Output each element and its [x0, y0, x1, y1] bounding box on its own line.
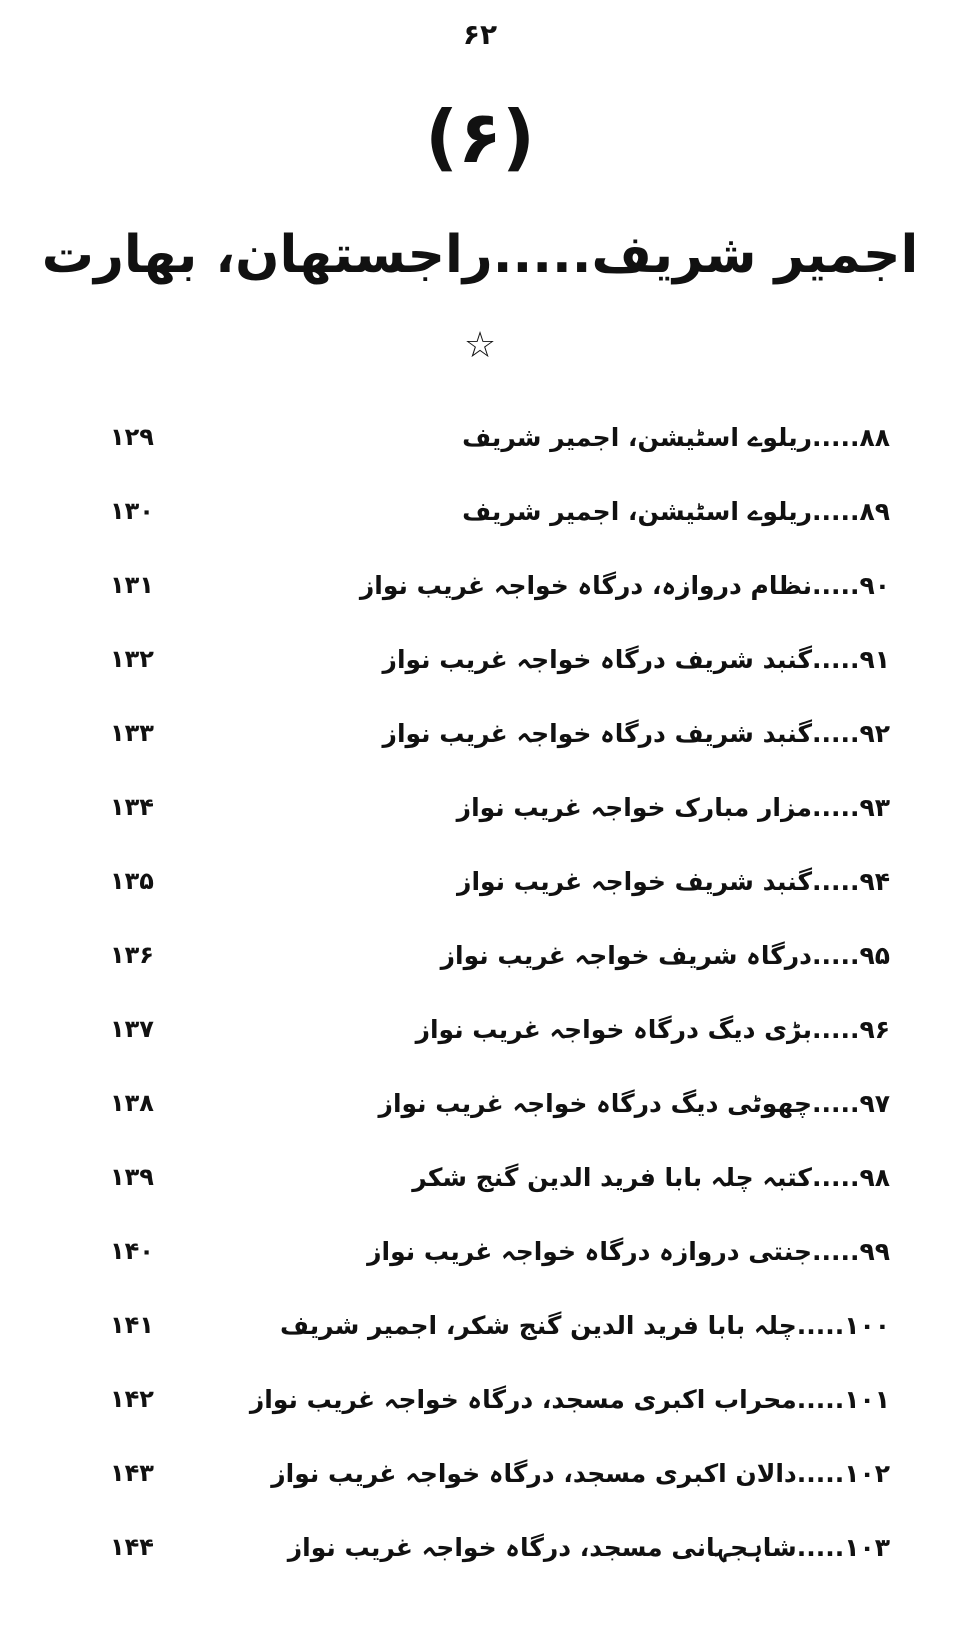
- toc-row: [110, 1140, 890, 1214]
- chapter-title: اجمیر شریف.....راجستھان، بھارت: [41, 225, 919, 285]
- toc-page-number: ۱۴۲: [110, 1385, 154, 1413]
- toc-page-number: ۱۴۳: [110, 1459, 154, 1487]
- toc-page-number: ۱۳۴: [110, 793, 154, 821]
- toc-page-number: ۱۳۲: [110, 645, 154, 673]
- toc-entry-title: ۹۷.....چھوٹی دیگ درگاہ خواجہ غریب نواز: [378, 1088, 890, 1118]
- toc-row: [110, 1436, 890, 1510]
- toc-entry-title: ۹۳.....مزار مبارک خواجہ غریب نواز: [456, 792, 890, 822]
- toc-row: [110, 1214, 890, 1288]
- toc-page-number: ۱۳۷: [110, 1015, 154, 1043]
- toc-page-number: ۱۳۹: [110, 1163, 154, 1191]
- star-icon: ☆: [463, 325, 497, 366]
- table-of-contents: [110, 400, 890, 1584]
- toc-entry-title: ۱۰۳.....شاہجہانی مسجد، درگاہ خواجہ غریب نواز: [287, 1532, 890, 1562]
- toc-page-number: ۱۳۰: [110, 497, 154, 525]
- toc-page-number: ۱۳۵: [110, 867, 154, 895]
- toc-page-number: ۱۳۳: [110, 719, 154, 747]
- toc-page-number: ۱۴۰: [110, 1237, 154, 1265]
- toc-entry-title: ۱۰۲.....دالان اکبری مسجد، درگاہ خواجہ غریب نواز: [271, 1458, 890, 1488]
- toc-row: [110, 548, 890, 622]
- page-number: ۶۲: [462, 18, 498, 51]
- toc-row: [110, 1288, 890, 1362]
- toc-entry-title: ۹۰.....نظام دروازہ، درگاہ خواجہ غریب نواز: [359, 570, 890, 600]
- toc-row: [110, 622, 890, 696]
- toc-entry-title: ۸۹.....ریلوے اسٹیشن، اجمیر شریف: [462, 496, 890, 526]
- toc-row: [110, 992, 890, 1066]
- toc-entry-title: ۹۵.....درگاہ شریف خواجہ غریب نواز: [440, 940, 890, 970]
- toc-entry-title: ۱۰۰.....چلہ بابا فرید الدین گنج شکر، اجمیر شریف: [280, 1310, 890, 1340]
- toc-row: [110, 918, 890, 992]
- toc-page-number: ۱۳۶: [110, 941, 154, 969]
- toc-row: [110, 844, 890, 918]
- toc-entry-title: ۹۹.....جنتی دروازہ درگاہ خواجہ غریب نواز: [367, 1236, 890, 1266]
- toc-row: [110, 1362, 890, 1436]
- toc-entry-title: ۹۱.....گنبد شریف درگاہ خواجہ غریب نواز: [382, 644, 890, 674]
- toc-page-number: ۱۲۹: [110, 423, 154, 451]
- chapter-number: (۶): [425, 95, 535, 179]
- toc-entry-title: ۸۸.....ریلوے اسٹیشن، اجمیر شریف: [462, 422, 890, 452]
- toc-page-number: ۱۴۱: [110, 1311, 154, 1339]
- toc-page-number: ۱۳۸: [110, 1089, 154, 1117]
- toc-row: [110, 400, 890, 474]
- toc-page-number: ۱۴۴: [110, 1533, 154, 1561]
- toc-row: [110, 1066, 890, 1140]
- toc-entry-title: ۹۸.....کتبہ چلہ بابا فرید الدین گنج شکر: [412, 1162, 890, 1192]
- toc-entry-title: ۱۰۱.....محراب اکبری مسجد، درگاہ خواجہ غریب نواز: [249, 1384, 890, 1414]
- toc-row: [110, 474, 890, 548]
- toc-row: [110, 696, 890, 770]
- toc-row: [110, 1510, 890, 1584]
- toc-entry-title: ۹۶.....بڑی دیگ درگاہ خواجہ غریب نواز: [415, 1014, 890, 1044]
- toc-page-number: ۱۳۱: [110, 571, 154, 599]
- toc-entry-title: ۹۴.....گنبد شریف خواجہ غریب نواز: [457, 866, 890, 896]
- toc-entry-title: ۹۲.....گنبد شریف درگاہ خواجہ غریب نواز: [382, 718, 890, 748]
- toc-row: [110, 770, 890, 844]
